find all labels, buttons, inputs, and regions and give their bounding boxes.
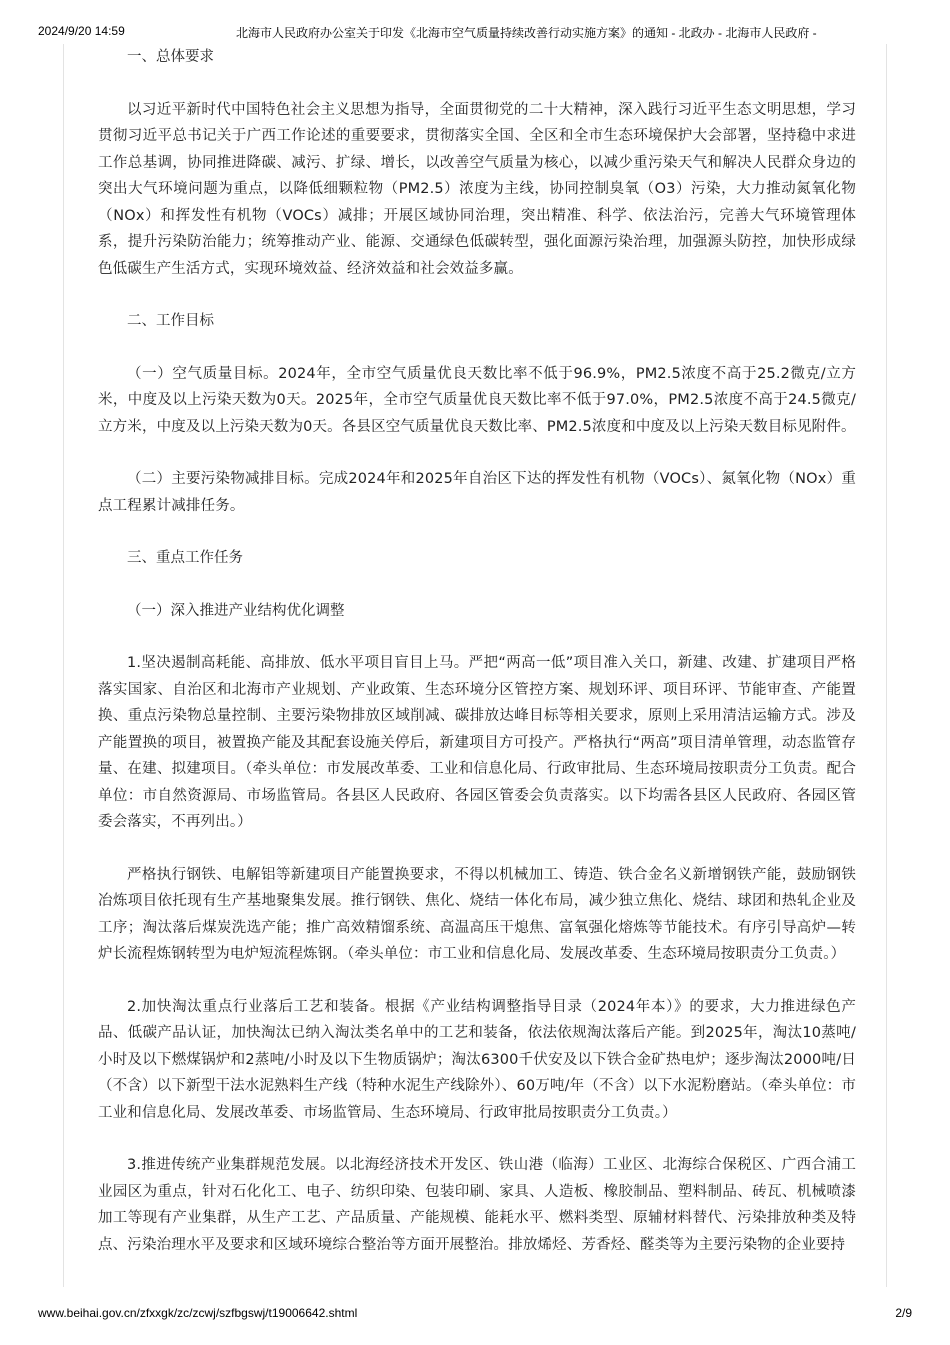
print-url: www.beihai.gov.cn/zfxxgk/zc/zcwj/szfbgswj/t19006642.shtml	[38, 1306, 358, 1320]
subsection-heading-industry-structure: （一）深入推进产业结构优化调整	[127, 602, 345, 619]
section-heading-work-targets: 二、工作目标	[127, 313, 214, 329]
print-datetime: 2024/9/20 14:59	[38, 24, 125, 38]
paragraph-task-1: 1.坚决遏制高耗能、高排放、低水平项目盲目上马。严把“两高一低”项目准入关口，新建、改建、扩建项目严格落实国家、自治区和北海市产业规划、产业政策、生态环境分区管控方案、规划环评、项目环评、节能审查、产能置换、重点污染物总量控制、主要污染物排放区域削减、碳排放达峰目标等相关要求，原则上采用清洁运输方式。涉及产能置换的项目，被置换产能及其配套设施关停后，新建项目方可投产。严格执行“两高”项目清单管理，动态监管存量、在建、拟建项目。（牵头单位：市发展改革委、工业和信息化局、行政审批局、生态环境局按职责分工负责。配合单位：市自然资源局、市场监管局。各县区人民政府、各园区管委会负责落实。以下均需各县区人民政府、各园区管委会落实，不再列出。）	[98, 655, 856, 830]
section-heading-key-tasks: 三、重点工作任务	[127, 550, 243, 566]
print-footer	[38, 1306, 918, 1322]
paragraph-task-3: 3.推进传统产业集群规范发展。以北海经济技术开发区、铁山港（临海）工业区、北海综合保税区、广西合浦工业园区为重点，针对石化化工、电子、纺织印染、包装印刷、家具、人造板、橡胶制品、塑料制品、砖瓦、机械喷漆加工等现有产业集群，从生产工艺、产品质量、产能规模、能耗水平、燃料类型、原辅材料替代、污染排放种类及特点、污染治理水平及要求和区域环境综合整治等方面开展整治。排放烯烃、芳香烃、醛类等为主要污染物的企业要持	[98, 1157, 856, 1253]
paragraph-task-1-steel: 严格执行钢铁、电解铝等新建项目产能置换要求，不得以机械加工、铸造、铁合金名义新增钢铁产能，鼓励钢铁冶炼项目依托现有生产基地聚集发展。推行钢铁、焦化、烧结一体化布局，减少独立焦化、烧结、球团和热轧企业及工序；淘汰落后煤炭洗选产能；推广高效精馏系统、高温高压干熄焦、富氧强化熔炼等节能技术。有序引导高炉—转炉长流程炼钢转型为电炉短流程炼钢。（牵头单位：市工业和信息化局、发展改革委、生态环境局按职责分工负责。）	[98, 866, 856, 962]
article-frame	[63, 44, 887, 1287]
print-header	[38, 24, 918, 40]
paragraph-emission-reduction-target: （二）主要污染物减排目标。完成2024年和2025年自治区下达的挥发性有机物（VOCs）、氮氧化物（NOx）重点工程累计减排任务。	[98, 471, 856, 514]
paragraph-task-2: 2.加快淘汰重点行业落后工艺和装备。根据《产业结构调整指导目录（2024年本）》的要求，大力推进绿色产品、低碳产品认证，加快淘汰已纳入淘汰类名单中的工艺和装备，依法依规淘汰落后产能。到2025年，淘汰10蒸吨/小时及以下燃煤锅炉和2蒸吨/小时及以下生物质锅炉；淘汰6300千伏安及以下铁合金矿热电炉；逐步淘汰2000吨/日（不含）以下新型干法水泥熟料生产线（特种水泥生产线除外）、60万吨/年（不含）以下水泥粉磨站。（牵头单位：市工业和信息化局、发展改革委、市场监管局、生态环境局、行政审批局按职责分工负责。）	[98, 998, 856, 1121]
print-page-title: 北海市人民政府办公室关于印发《北海市空气质量持续改善行动实施方案》的通知 - 北政办 - 北海市人民政府 -	[236, 26, 817, 40]
article-body	[98, 44, 856, 1258]
paragraph-air-quality-target: （一）空气质量目标。2024年，全市空气质量优良天数比率不低于96.9%，PM2.5浓度不高于25.2微克/立方米，中度及以上污染天数为0天。2025年，全市空气质量优良天数比率不低于97.0%，PM2.5浓度不高于24.5微克/立方米，中度及以上污染天数为0天。各县区空气质量优良天数比率、PM2.5浓度和中度及以上污染天数目标见附件。	[98, 365, 856, 435]
paragraph-general-requirements: 以习近平新时代中国特色社会主义思想为指导，全面贯彻党的二十大精神，深入践行习近平生态文明思想，学习贯彻习近平总书记关于广西工作论述的重要要求，贯彻落实全国、全区和全市生态环境保护大会部署，坚持稳中求进工作总基调，协同推进降碳、减污、扩绿、增长，以改善空气质量为核心，以减少重污染天气和解决人民群众身边的突出大气环境问题为重点，以降低细颗粒物（PM2.5）浓度为主线，协同控制臭氧（O3）污染，大力推动氮氧化物（NOx）和挥发性有机物（VOCs）减排；开展区域协同治理，突出精准、科学、依法治污，完善大气环境管理体系，提升污染防治能力；统筹推动产业、能源、交通绿色低碳转型，强化面源污染治理，加强源头防控，加快形成绿色低碳生产生活方式，实现环境效益、经济效益和社会效益多赢。	[98, 101, 856, 277]
section-heading-general-requirements: 一、总体要求	[127, 49, 214, 65]
print-page-number: 2/9	[895, 1306, 912, 1320]
